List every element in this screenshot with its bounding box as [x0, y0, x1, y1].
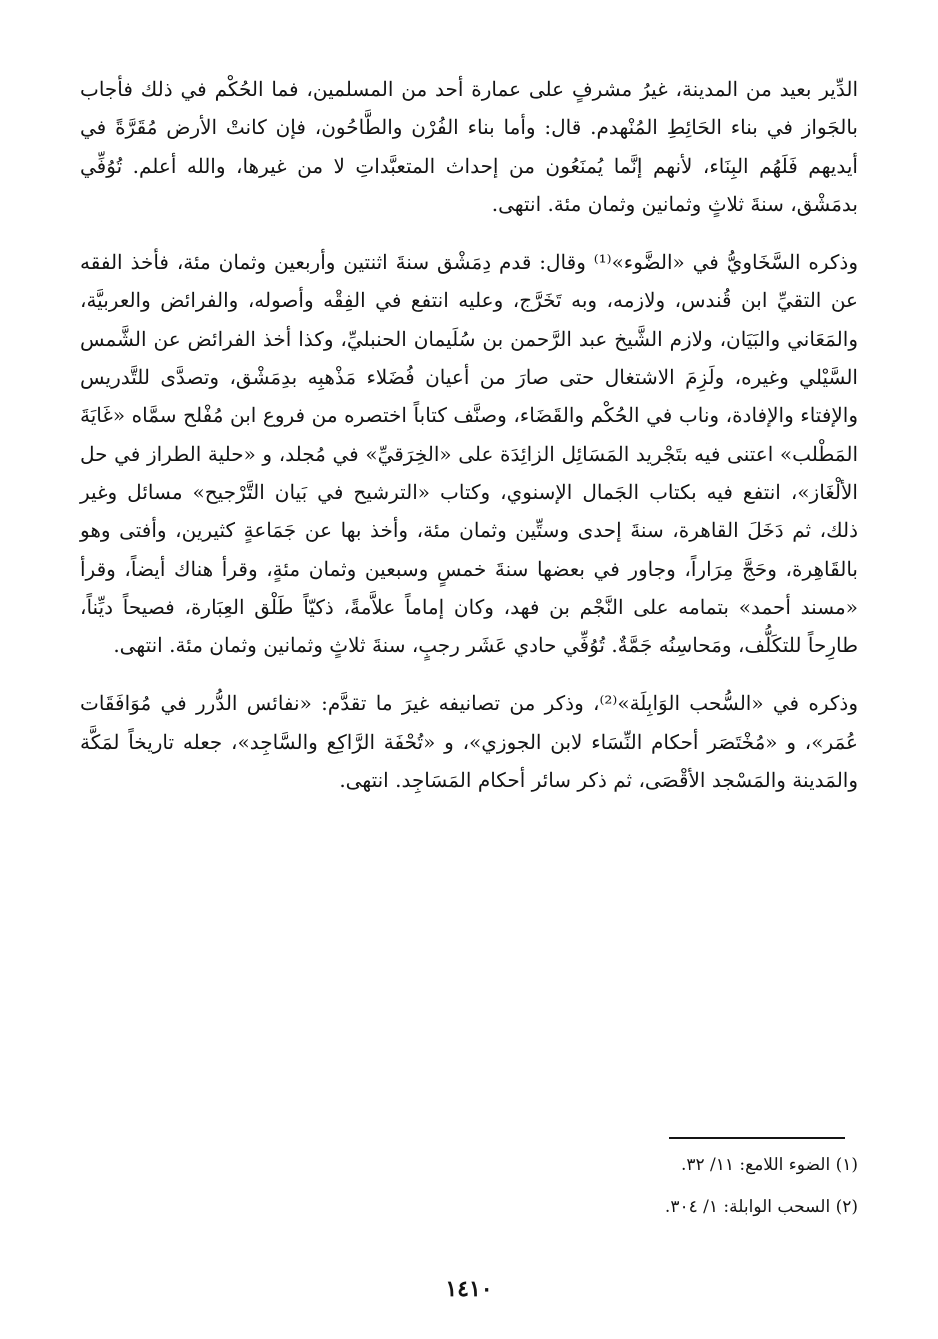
paragraph-2: وذكره السَّخَاويُّ في «الضَّوء»⁽¹⁾ وقال: قدم دِمَشْق سنةَ اثنتين وأربعين وثمان مئة، فأخذ الفقه عن التقيِّ ابن قُندس، ولازمه، وبه تَخَرَّج، وعليه انتفع في الفِقْه وأصوله، والفرائض والعربيَّة، والمَعَاني والبَيَان، ولازم الشَّيخ عبد الرَّحمن بن سُلَيمان الحنبليِّ، وكذا أخذ الفرائض عن الشَّمس السَّيْلي وغيره، ولَزِمَ الاشتغال حتى صارَ من أعيان فُضَلاء مَذْهبِه بدِمَشْق، وتصدَّى للتَّدريس والإفتاء والإفادة، وناب في الحُكْم والقَضَاء، وصنَّف كتاباً اختصره من فروع ابن مُفْلح سمَّاه «غَايَةَ المَطْلب» اعتنى فيه بتَجْريد المَسَائِل الزائِدَة على «الخِرَقيِّ» في مُجلد، و «حلية الطراز في حل الألْغَاز»، انتفع فيه بكتاب الجَمال الإسنوي، وكتاب «الترشيح في بَيان التَّرْجيح» مسائل وغير ذلك، ثم دَخَلَ القاهرة، سنةَ إحدى وستِّين وثمان مئة، وأخذ بها عن جَمَاعةٍ كثيرين، وأفتى وهو بالقَاهِرة، وحَجَّ مِرَاراً، وجاور في بعضها سنةَ خمسٍ وسبعين وثمان مئةٍ، وقرأ هناك أيضاً، وقرأ «مسند أحمد» بتمامه على النَّجْم بن فهد، وكان إماماً علاَّمةً، ذكيّاً طَلْق العِبَارة، فصيحاً ديِّناً، طارِحاً للتكَلُّف، ومَحاسِنُه جَمَّةٌ. تُوُفِّي حادي عَشَر رجبٍ، سنةَ ثلاثٍ وثمانين وثمان مئة. انتهى. — [80, 250, 858, 658]
footnote-1: (١) الضوء اللامع: ١١/ ٣٢. — [680, 1155, 858, 1175]
paragraph-1: الدِّير بعيد من المدينة، غيرُ مشرفٍ على عمارة أحد من المسلمين، فما الحُكْم في ذلك فأجاب بالجَواز في بناء الحَائِطِ المُنْهدم. قال: وأما بناء الفُرْن والطَّاحُون، فإن كانتْ الأرض مُقَرَّةً في أيديهم فَلَهُم البِنَاء، لأنهم إنَّما يُمنَعُون من إحداث المتعبَّداتِ لا من غيرها، والله أعلم. تُوُفِّي بدمَشْق، سنةَ ثلاثٍ وثمانين وثمان مئة. انتهى. — [80, 77, 858, 216]
footnotes — [80, 1152, 858, 1236]
footnote-2: (٢) السحب الوابلة: ١/ ٣٠٤. — [664, 1197, 858, 1217]
footnote-divider — [669, 1137, 845, 1139]
paragraph-3: وذكره في «السُّحب الوَابِلَة»⁽²⁾، وذكر من تصانيفه غيرَ ما تقدَّم: «نفائس الدُّرر في مُوَافَقَات عُمَر»، و «مُخْتَصَر أحكام النِّسَاء لابن الجوزي»، و «تُحْفَة الرَّاكِع والسَّاجِد»، جعله تاريخاً لمَكَّة والمَدينة والمَسْجد الأقْصَى، ثم ذكر سائر أحكام المَسَاجِد. انتهى. — [80, 691, 858, 793]
page-number: ١٤١٠ — [445, 1276, 493, 1302]
page-body — [80, 70, 858, 799]
